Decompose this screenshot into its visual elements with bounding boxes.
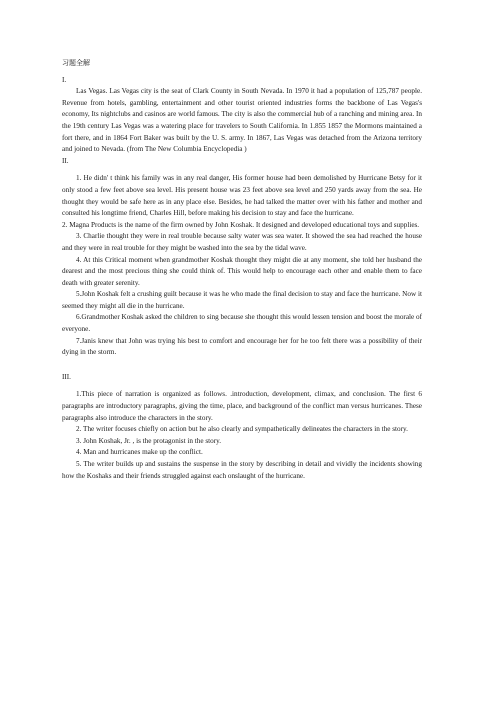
section-3-item-1: 1.This piece of narration is organized as follows. .introduction, development, climax, and conclusion. The first 6 paragraphs are introductory paragraphs, giving the time, place, and background of the conflict man versus hurricanes. These paragraphs also introduce the characters in the story.: [62, 390, 422, 422]
section-2-item-4: 4. At this Critical moment when grandmother Koshak thought they might die at any moment, she told her husband the dearest and the most precious thing she could think of. This would help to encourage each other and enable them to face death with greater serenity.: [62, 255, 422, 287]
section-3-heading: III.: [62, 372, 71, 381]
section-1-heading: I.: [62, 75, 67, 84]
section-2-item-2: 2. Magna Products is the name of the firm owned by John Koshak. It designed and developed educational toys and supplies.: [62, 220, 420, 229]
section-2-item-5: 5.John Koshak felt a crushing guilt because it was he who made the final decision to stay and face the hurricane. Now it seemed they might all die in the hurricane.: [62, 290, 422, 310]
section-1-paragraph: Las Vegas. Las Vegas city is the seat of Clark County in South Nevada. In 1970 it had a population of 125,787 people. Revenue from hotels, gambling, entertainment and other tourist oriented industries forms the backbone of Las Vegas's economy, Its nightclubs and casinos are world famous. The city is also the commercial hub of a ranching and mining area. In the 19th century Las Vegas was a watering place for travelers to South California. In 1.855 1857 the Mormons maintained a fort there, and in 1864 Fort Baker was built by the U. S. army. In 1867, Las Vegas was detached from the Arizona territory and joined to Nevada. (from The New Columbia Encyclopedia ): [62, 87, 422, 154]
document-body: [62, 58, 422, 482]
section-2-item-1: 1. He didn' t think his family was in any real danger, His former house had been demolished by Hurricane Betsy for it only stood a few feet above sea level. His present house was 23 feet above sea level and 250 yards away from the sea. He thought they would be safe here as in any place else. Besides, he had talked the matter over with his father and mother and consulted his longtime friend, Charles Hill, before making his decision to stay and face the hurricane.: [62, 174, 422, 218]
document-title: 习题全解: [62, 59, 90, 67]
section-3-item-5: 5. The writer builds up and sustains the suspense in the story by describing in detail and vividly the incidents showing how the Koshaks and their friends struggled against each onslaught of the hurricane.: [62, 460, 422, 480]
section-2-heading: II.: [62, 156, 69, 165]
section-2-item-7: 7.Janis knew that John was trying his best to comfort and encourage her for he too felt there was a possibility of their dying in the storm.: [62, 336, 422, 357]
section-3-item-2: 2. The writer focuses chiefly on action but he also clearly and sympathetically delineates the characters in the story.: [76, 425, 408, 434]
section-3-item-4: 4. Man and hurricanes make up the conflict.: [76, 448, 203, 457]
section-2-item-3: 3. Charlie thought they were in real trouble because salty water was sea water. It showed the sea had reached the house and they were in real trouble for they might be washed into the sea by the tidal wave.: [62, 232, 422, 252]
section-2-item-6: 6.Grandmother Koshak asked the children to sing because she thought this would lessen tension and boost the morale of everyone.: [62, 313, 422, 334]
section-3-item-3: 3. John Koshak, Jr. , is the protagonist in the story.: [76, 436, 222, 445]
